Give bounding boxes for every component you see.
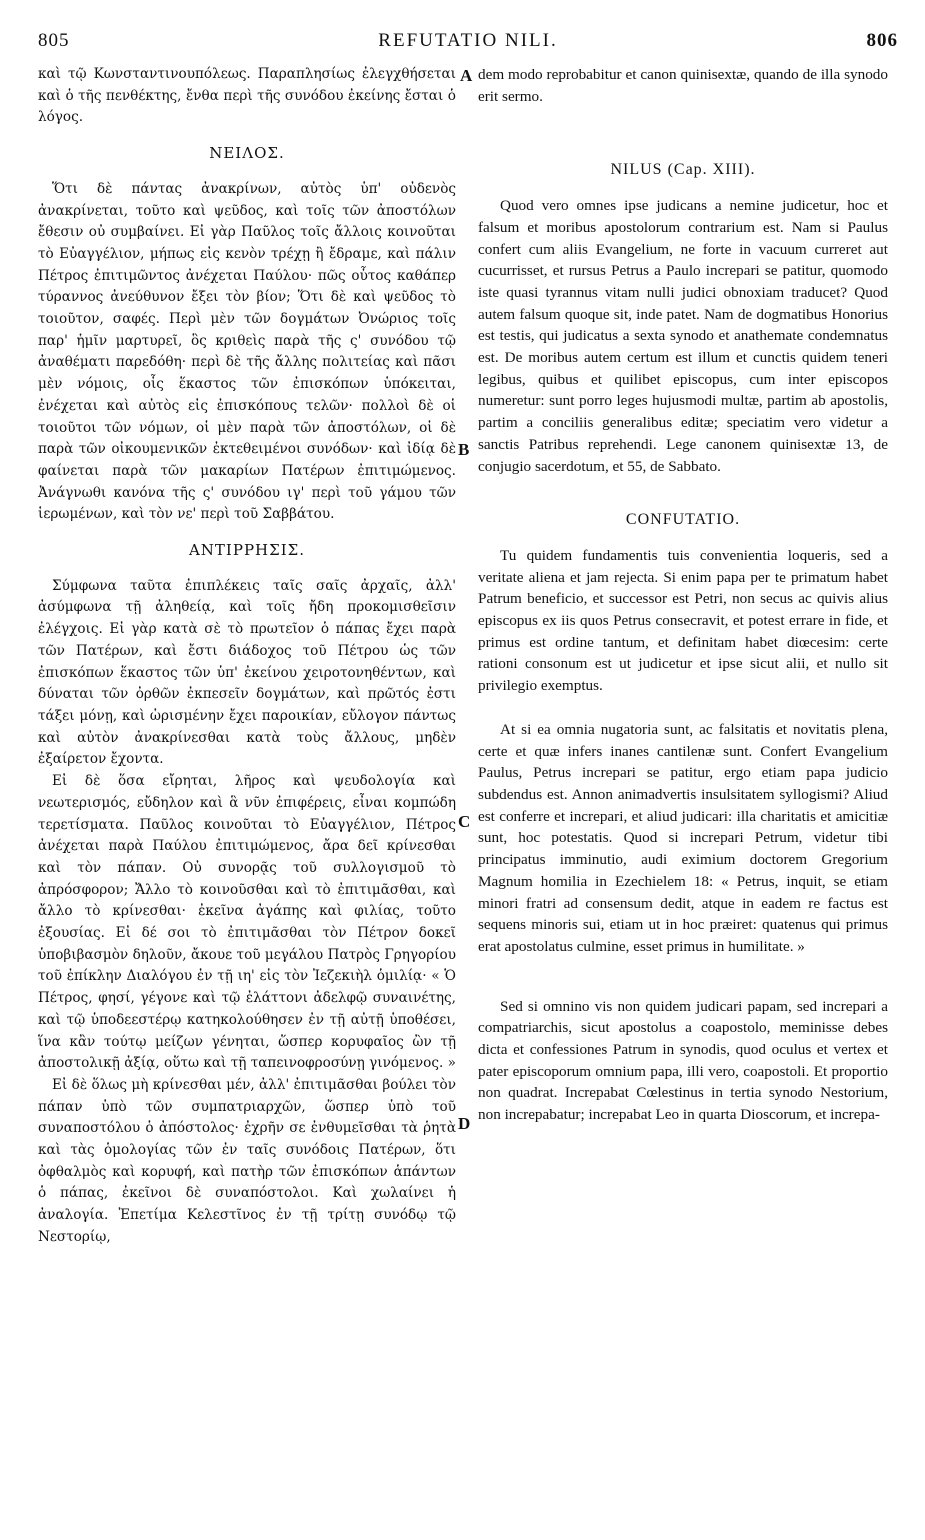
margin-letter: C [458, 812, 471, 831]
latin-paragraph: Sed si omnino vis non quidem judicari papam, sed increpari a compatriarchis, sicut apostolus a coapostolo, meminisse debes dicta et confessiones Patrum in synodis, quod oculus et vertex et pater episcoporum omnium papa, illi vero, coapostoli. Et proportio non quadrat. Increpabat Cœlestinus in tertia synodo Nestorium, non increpabatur; increpabat Leo in quarta Dioscorum, et increpa- [478, 997, 888, 1124]
page-number-right: 806 [866, 30, 898, 51]
greek-heading-antirrhesis: ΑΝΤΙΡΡΗΣΙΣ. [188, 541, 306, 560]
greek-column [38, 64, 456, 1249]
greek-paragraph: Εἰ δὲ ὅσα εἴρηται, λῆρος καὶ ψευδολογία καὶ νεωτερισμός, εὔδηλον καὶ ἃ νῦν ἐπιφέρεις, εἶναι κομπώδη τερετίσματα. Παῦλος κοινοῦται τὸ Εὐαγγέλιον, Πέτρος ἀνέχεται παρὰ Παύλου ἐπιτιμώμενος, ἄρα δεῖ κρίνεσθαι καὶ τὸν πάπαν. Οὐ συνορᾷς τοῦ συλλογισμοῦ τὸ ἀπρόσφορον; Ἄλλο τὸ κοινοῦσθαι καὶ τὸ ἐπιτιμᾶσθαι, καὶ ἄλλο τὸ κρίνεσθαι· ἐκεῖνα ἀγάπης καὶ φιλίας, τοῦτο ἐξουσίας. Εἰ δέ σοι τὸ ἐπιτιμᾶσθαι τὸν Πέτρον δοκεῖ ὑποβιβασμὸν δηλοῦν, ἄκουε τοῦ μεγάλου Πατρὸς Γρηγορίου τοῦ ἐπίκλην Διαλόγου ἐν τῇ ιη' εἰς τὸν Ἰεζεκιὴλ ὁμιλίᾳ· « Ὁ Πέτρος, φησί, γέγονε καὶ τῷ ἐλάττονι ἀδελφῷ συναινέτης, καὶ τῷ ὑποδεεστέρῳ κατηκολούθησεν ἐν τῇ αὐτῇ ὑποθέσει, ἵνα κἂν τούτῳ μείζων γένηται, ὥσπερ κορυφαῖος ὢν τῇ ἀποστολικῇ ἀξίᾳ, οὕτω καὶ τῇ ταπεινοφροσύνῃ γινόμενος. » [38, 773, 456, 1072]
margin-letter: A [460, 66, 473, 85]
margin-letter: B [458, 440, 470, 459]
latin-paragraph: At si ea omnia nugatoria sunt, ac falsitatis et novitatis plena, certe et quæ infers inanes cantilenæ sunt. Confert Evangelium Paulus, Petrus increpari se patitur, ergo etiam papa judicio subdendus est. Annon animadvertis insulsitatem syllogismi? Aliud est conferre et increpari, et aliud judicari: illa charitatis et amicitiæ sunt, hoc potestatis. Quod si increpari Petrum, videtur tibi principatus imminutio, audi eximium doctorem Gregorium Magnum homilia in Ezechielem 18: « Petrus, inquit, se etiam minori fratri ad consensum dedit, atque in eadem re factus est sequens minoris sui, etiam ut in hoc præiret: quatenus qui primus erat apostolatus culmine, esset primus in humilitate. » [478, 720, 888, 955]
greek-paragraph: Σύμφωνα ταῦτα ἐπιπλέκεις ταῖς σαῖς ἀρχαῖς, ἀλλ' ἀσύμφωνα τῇ ἀληθείᾳ, καὶ τοῖς ἤδη προκομισθεῖσιν ἐλέγχοις. Εἰ γὰρ κατὰ σὲ τὸ πρωτεῖον ὁ πάπας ἔχει παρὰ τῶν Πατέρων, καὶ ἔστι διάδοχος τοῦ Πέτρου ὡς τῶν ἐπισκόπων ἕκαστος τῶν ὑπ' ἐκείνου χειροτονηθέντων, καὶ δύναται τῶν ὀρθῶν ἐκπεσεῖν δογμάτων, καὶ πρῶτός ἐστι τάξει μόνῃ, καὶ ὡρισμένην ἔχει παροικίαν, εὔλογον πάντως καὶ αὐτὸν ἀνακρίνεσθαι κατὰ τοὺς ἄλλους, μηδὲν ἐξαίρετον ἔχοντα. [38, 577, 456, 768]
latin-paragraph: Tu quidem fundamentis tuis convenientia loqueris, sed a veritate aliena et jam rejecta. Si enim papa per te primatum habet Patrum beneficio, et successor est Petri, non secus ac quivis alius episcopus ex iis quos Petrus consecravit, et potest errare in fide, et primus est ordine tantum, et definitam habet diœcesim: certe rationi consonum est ut judicetur et ipse sicut alii, et nullo sit privilegio exemptus. [478, 546, 888, 695]
latin-heading-nilus: NILUS (Cap. XIII). [610, 161, 756, 179]
latin-paragraph: Quod vero omnes ipse judicans a nemine judicetur, hoc et falsum et moribus apostolorum contrarium est. Nam si Paulus confert cum aliis Evangelium, ne forte in vacuum curreret aut cucurrisset, et rursus Petrus a Paulo increpari se patitur, quomodo iste quasi tyrannus vitam nulli judici obnoxiam traducet? Quod autem falsum quoque sit, inde patet. Nam de dogmatibus Honorius est testis, qui judicatus a sexta synodo et anathemate condemnatus est. De moribus autem certum est illum et cunctis quidem teneri legibus, quibus et quilibet episcopus, cum inter episcopos numeretur: sunt porro leges hujusmodi multæ, partim ab apostolis, partim a conciliis generalibus editæ; speciatim vero videtur a sanctis Patribus reprehendi. Lege canonem quinisextæ 13, de conjugio sacerdotum, et 55, de Sabbato. [478, 197, 888, 475]
greek-intro: καὶ τῷ Κωνσταντινουπόλεως. Παραπλησίως ἐλεγχθήσεται καὶ ὁ τῆς πενθέκτης, ἔνθα περὶ τῆς συνόδου ἐκείνης ἔσται ὁ λόγος. [38, 66, 456, 126]
latin-heading-confutatio: CONFUTATIO. [625, 511, 741, 529]
page-header [38, 30, 898, 54]
greek-heading-nilus: ΝΕΙΛΟΣ. [209, 144, 285, 163]
latin-intro: dem modo reprobabitur et canon quinisextæ, quando de illa synodo erit sermo. [478, 66, 888, 105]
greek-paragraph: Ὅτι δὲ πάντας ἀνακρίνων, αὐτὸς ὑπ' οὐδενὸς ἀνακρίνεται, τοῦτο καὶ ψεῦδος, καὶ τοῖς τῶν ἀποστόλων ἔθεσιν οὐ συμβαίνει. Εἰ γὰρ Παῦλος τοῖς ἄλλοις κοινοῦται τὸ Εὐαγγέλιον, μήπως εἰς κενὸν τρέχῃ ἢ ἔδραμε, καὶ πάλιν Πέτρος ἐπιτιμῶντος ἀνέχεται Παύλου· πῶς οὗτος καθάπερ τύραννος ἀνεύθυνον ἔξει τὸν βίον; Ὅτι δὲ καὶ ψεῦδος τὸ τοιοῦτον, σαφές. Περὶ μὲν τῶν δογμάτων Ὀνώριος τοῖς παρ' ἡμῖν μαρτυρεῖ, ὃς κριθεὶς παρὰ τῆς ς' συνόδου τῷ ἀναθέματι παρεδόθη· περὶ δὲ τῆς ἄλλης πολιτείας καὶ πᾶσι μὲν νόμοις, οἷς ἕκαστος τῶν ἐπισκόπων ὑπόκειται, ἐνέχεται καὶ αὐτὸς εἰς ἐπισκόπους τελῶν· πολλοὶ δὲ οἱ τοιοῦτοι τῶν νόμων, οἱ μὲν παρὰ τῶν ἀποστόλων, οἱ δὲ παρὰ τῶν οἰκουμενικῶν ἐκτεθειμένοι συνόδων· καὶ ἰδίᾳ δὲ φαίνεται παρὰ τῶν μακαρίων Πατέρων ἐπιτιμώμενος. Ἀνάγνωθι κανόνα τῆς ς' συνόδου ιγ' περὶ τοῦ γάμου τῶν ἱερωμένων, καὶ τὸν νε' περὶ τοῦ Σαββάτου. [38, 180, 456, 523]
margin-letter: D [458, 1114, 471, 1133]
running-title: REFUTATIO NILI. [378, 30, 558, 51]
greek-paragraph: Εἰ δὲ ὅλως μὴ κρίνεσθαι μέν, ἀλλ' ἐπιτιμᾶσθαι βούλει τὸν πάπαν ὑπὸ τῶν συμπατριαρχῶν, ὥσπερ ὑπὸ τοῦ συναποστόλου ὁ ἀπόστολος· ἐχρῆν σε ἐνθυμεῖσθαι τὰ ῥητὰ καὶ τὰς ὁμολογίας τῶν ἐν ταῖς συνόδοις Πατέρων, ὅτι ὀφθαλμὸς καὶ κορυφή, καὶ πατὴρ τῶν ἐπισκόπων ἁπάντων ὁ πάπας, ἐκεῖνοι δὲ συναπόστολοι. Καὶ χωλαίνει ἡ ἀναλογία. Ἐπετίμα Κελεστῖνος ἐν τῇ τρίτῃ συνόδῳ τῷ Νεστορίῳ, [38, 1076, 456, 1245]
page-number-left: 805 [38, 30, 70, 51]
latin-column [478, 64, 888, 1126]
